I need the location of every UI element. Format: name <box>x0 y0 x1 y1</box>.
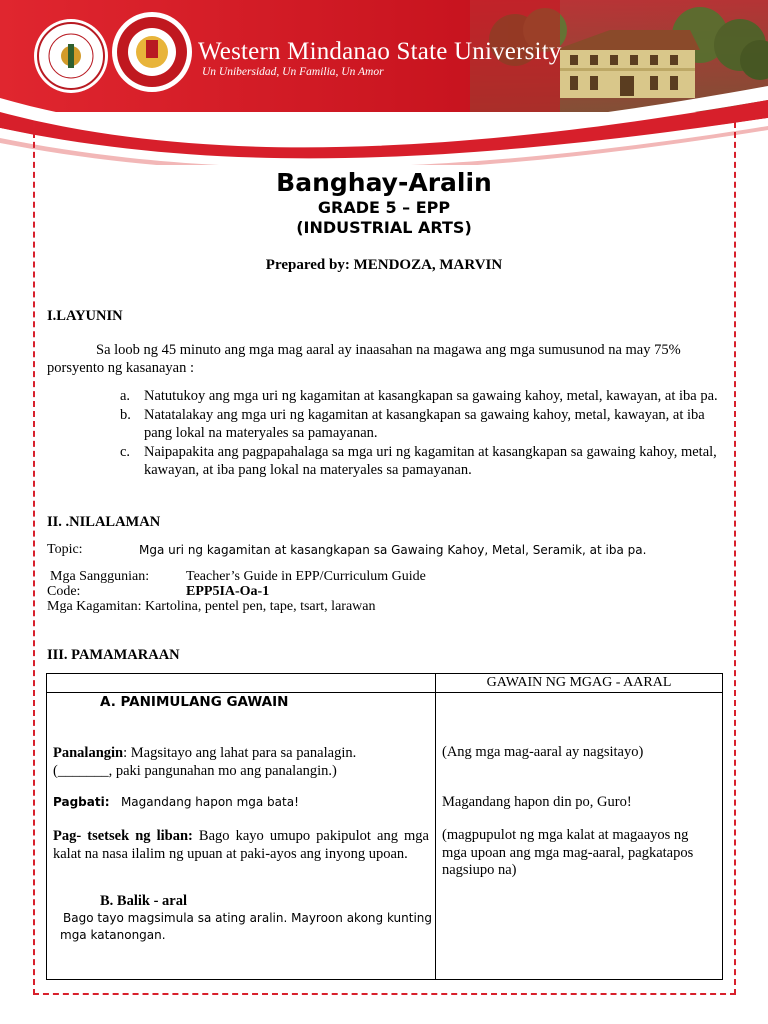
student-column <box>436 693 723 980</box>
panalangin-line: Panalangin: Magsitayo ang lahat para sa panalagin. <box>53 745 357 761</box>
tsetsek-response: (magpupulot ng mga kalat at magaayos ng mga upoan ang mga mag-aaral, pagkatapos nagsiupo na) <box>442 827 694 878</box>
doc-title: Banghay-Aralin <box>276 168 492 197</box>
teacher-column <box>47 693 436 980</box>
section-a-heading: A. PANIMULANG GAWAIN <box>100 694 289 710</box>
prepared-by: Prepared by: MENDOZA, MARVIN <box>265 257 503 273</box>
list-item: c. Naipapakita ang pagpapahalaga sa mga uri ng kagamitan at kasangkapan sa gawaing kahoy, metal, kawayan, at iba pang lokal na materyales sa pamayanan. <box>120 443 717 478</box>
list-item: a. Natutukoy ang mga uri ng kagamitan at kasangkapan sa gawaing kahoy, metal, kawayan, at iba pa. <box>120 388 718 404</box>
nilalaman-heading: II. .NILALAMAN <box>47 514 161 530</box>
pamamaraan-heading: III. PAMAMARAAN <box>47 647 180 663</box>
section-b-heading: B. Balik - aral <box>100 893 188 909</box>
kagamitan: Mga Kagamitan: Kartolina, pentel pen, tape, tsart, larawan <box>47 599 376 614</box>
pagbati-line: Pagbati: Magandang hapon mga bata! <box>53 795 299 809</box>
doc-subject: (INDUSTRIAL ARTS) <box>296 218 472 237</box>
lab-school-seal <box>34 19 108 93</box>
panalangin-response: (Ang mga mag-aaral ay nagsitayo) <box>442 744 644 760</box>
code-label: Code: <box>47 584 81 599</box>
balik-line-2: mga katanongan. <box>60 928 166 942</box>
sanggunian-label: Mga Sanggunian: <box>50 569 150 584</box>
pagbati-response: Magandang hapon din po, Guro! <box>442 794 632 810</box>
topic-value: Mga uri ng kagamitan at kasangkapan sa Gawaing Kahoy, Metal, Seramik, at iba pa. <box>139 543 647 557</box>
layunin-intro-2: porsyento ng kasanayan : <box>47 360 194 376</box>
lesson-table <box>46 673 723 980</box>
list-item: b. Natatalakay ang mga uri ng kagamitan at kasangkapan sa gawaing kahoy, metal, kawayan, at iba pang lokal na materyales sa pamayanan. <box>120 406 705 441</box>
wmsu-seal <box>112 12 192 92</box>
university-name: Western Mindanao State University <box>198 38 562 65</box>
panalangin-line-2: (_______, paki pangunahan mo ang panalangin.) <box>53 763 337 779</box>
objectives-list <box>120 387 725 480</box>
layunin-heading: I.LAYUNIN <box>47 308 123 324</box>
topic-label: Topic: <box>47 542 83 557</box>
table-header-teacher <box>47 674 436 693</box>
balik-line-1: Bago tayo magsimula sa ating aralin. Mayroon akong kunting <box>63 911 432 925</box>
university-motto: Un Unibersidad, Un Familia, Un Amor <box>202 66 384 78</box>
table-header-student: GAWAIN NG MGAG - AARAL <box>436 674 723 693</box>
tsetsek-paragraph: Pag- tsetsek ng liban: Bago kayo umupo pakipulot ang mga kalat na nasa ilalim ng upuan at paki-ayos ang inyong upoan. <box>53 828 429 862</box>
sanggunian-value: Teacher’s Guide in EPP/Curriculum Guide <box>186 569 426 584</box>
doc-grade: GRADE 5 – EPP <box>317 198 451 217</box>
layunin-intro-1: Sa loob ng 45 minuto ang mga mag aaral ay inaasahan na magawa ang mga sumusunod na may 75% <box>96 342 681 358</box>
code-value: EPP5IA-Oa-1 <box>186 584 270 599</box>
